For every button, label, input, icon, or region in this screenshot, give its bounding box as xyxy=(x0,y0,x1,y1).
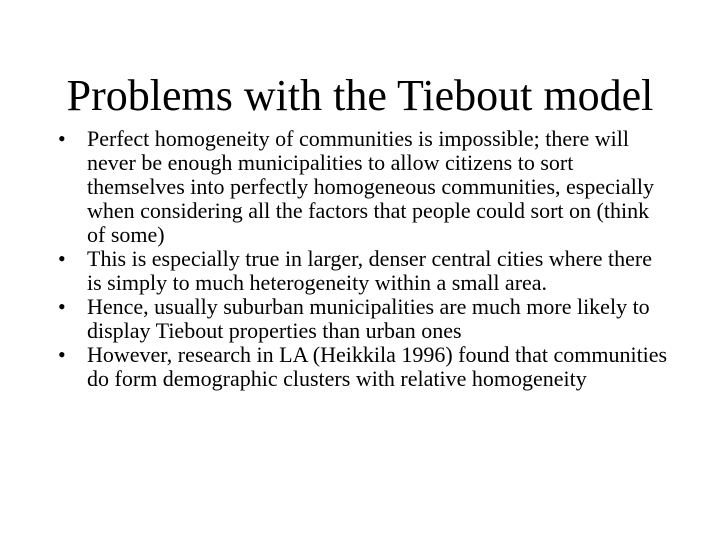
bullet-list xyxy=(58,127,668,391)
bullet-text-1: Perfect homogeneity of communities is impossible; there will never be enough municipalities to allow citizens to sort themselves into perfectly homogeneous communities, especially when considering all the factors that people could sort on (think of some) xyxy=(87,126,654,247)
bullet-icon: • xyxy=(58,294,66,319)
bullet-icon: • xyxy=(58,246,66,271)
bullet-item-4 xyxy=(58,343,668,391)
bullet-item-2 xyxy=(58,247,668,295)
bullet-icon: • xyxy=(58,126,66,151)
bullet-icon: • xyxy=(58,342,66,367)
bullet-item-1 xyxy=(58,127,668,247)
slide-title: Problems with the Tiebout model xyxy=(66,71,654,120)
bullet-text-3: Hence, usually suburban municipalities are much more likely to display Tiebout properties than urban ones xyxy=(87,294,650,343)
bullet-item-3 xyxy=(58,295,668,343)
bullet-text-2: This is especially true in larger, denser central cities where there is simply to much heterogeneity within a small area. xyxy=(87,246,652,295)
bullet-text-4: However, research in LA (Heikkila 1996) found that communities do form demographic clusters with relative homogeneity xyxy=(87,342,668,391)
